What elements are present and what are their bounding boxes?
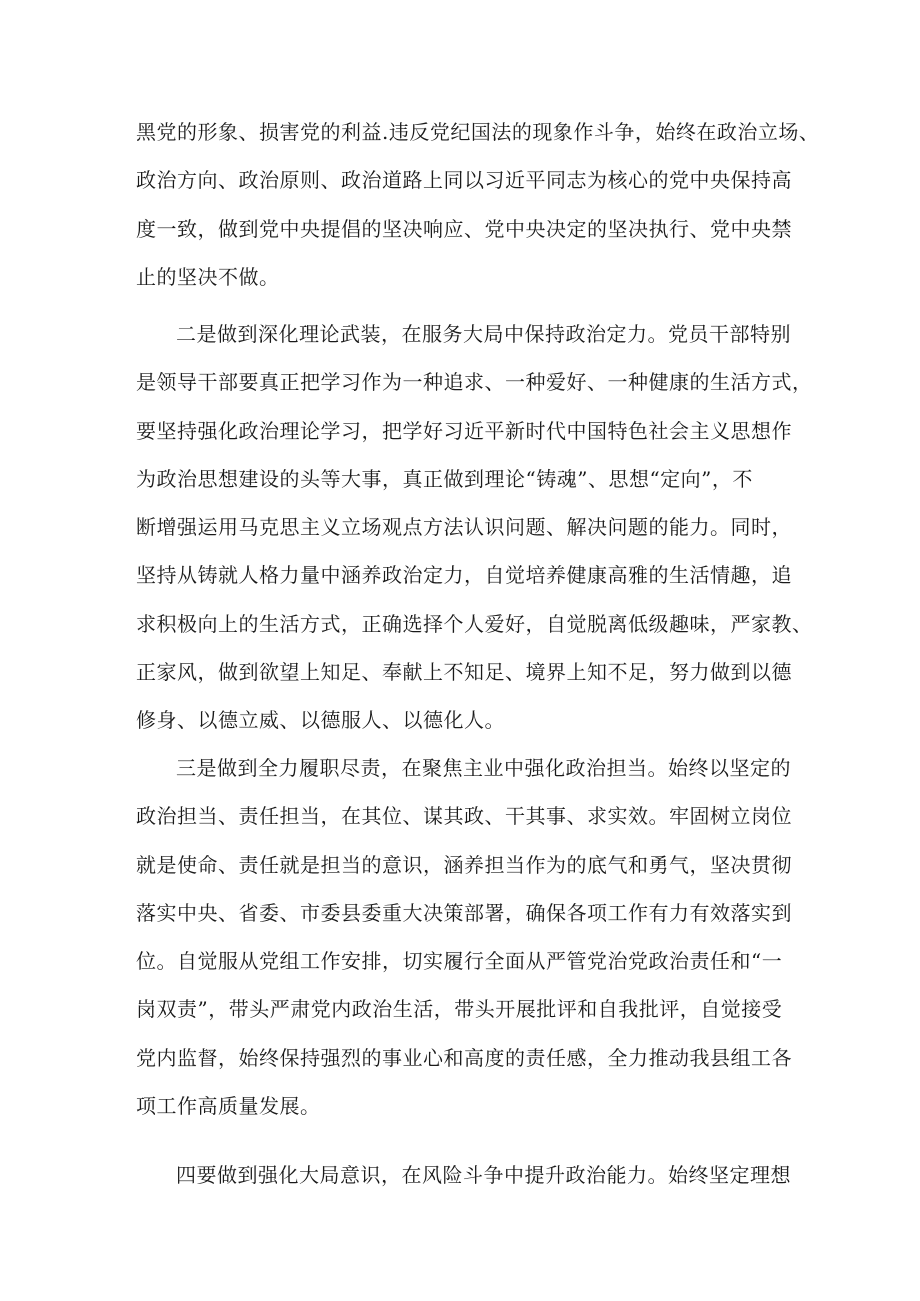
text-line: 岗双责”，带头严肃党内政治生活，带头开展批评和自我批评，自觉接受 xyxy=(136,997,783,1022)
text-line: 正家风，做到欲望上知足、奉献上不知足、境界上知不足，努力做到以德 xyxy=(136,660,792,685)
text-line: 项工作高质量发展。 xyxy=(136,1094,321,1119)
text-line: 三是做到全力履职尽责，在聚焦主业中强化政治担当。始终以坚定的 xyxy=(176,756,791,780)
text-line: 政治担当、责任担当，在其位、谋其政、干其事、求实效。牢固树立岗位 xyxy=(136,804,792,829)
text-line: 是领导干部要真正把学习作为一种追求、一种爱好、一种健康的生活方式， xyxy=(136,370,813,395)
text-line: 断增强运用马克思主义立场观点方法认识问题、解决问题的能力。同时， xyxy=(136,515,792,540)
text-line: 止的坚决不做。 xyxy=(136,264,280,289)
paragraph-1 xyxy=(136,108,820,301)
paragraph-4 xyxy=(136,1151,796,1199)
text-line: 黑党的形象、损害党的利益.违反党纪国法的现象作斗争，始终在政治立场、 xyxy=(136,120,820,144)
text-line: 二是做到深化理论武装，在服务大局中保持政治定力。党员干部特别 xyxy=(176,322,791,346)
text-line: 为政治思想建设的头等大事，真正做到理论“铸魂”、思想“定向”，不 xyxy=(136,466,753,491)
text-line: 党内监督，始终保持强烈的事业心和高度的责任感，全力推动我县组工各 xyxy=(136,1045,792,1070)
text-line: 就是使命、责任就是担当的意识，涵养担当作为的底气和勇气，坚决贯彻 xyxy=(136,852,792,877)
text-line: 政治方向、政治原则、政治道路上同以习近平同志为核心的党中央保持高 xyxy=(136,168,792,193)
text-line: 度一致，做到党中央提倡的坚决响应、党中央决定的坚决执行、党中央禁 xyxy=(136,216,792,241)
text-line: 求积极向上的生活方式，正确选择个人爱好，自觉脱离低级趣味，严家教、 xyxy=(136,611,813,636)
paragraph-3 xyxy=(136,744,796,1130)
text-line: 四要做到强化大局意识，在风险斗争中提升政治能力。始终坚定理想 xyxy=(176,1163,791,1187)
text-line: 位。自觉服从党组工作安排，切实履行全面从严管党治党政治责任和“一 xyxy=(136,949,783,974)
text-line: 修身、以德立威、以德服人、以德化人。 xyxy=(136,708,505,733)
paragraph-2 xyxy=(136,310,813,745)
text-line: 落实中央、省委、市委县委重大决策部署，确保各项工作有力有效落实到 xyxy=(136,900,792,925)
text-line: 坚持从铸就人格力量中涵养政治定力，自觉培养健康高雅的生活情趣，追 xyxy=(136,563,792,588)
text-line: 要坚持强化政治理论学习，把学好习近平新时代中国特色社会主义思想作 xyxy=(136,418,792,443)
